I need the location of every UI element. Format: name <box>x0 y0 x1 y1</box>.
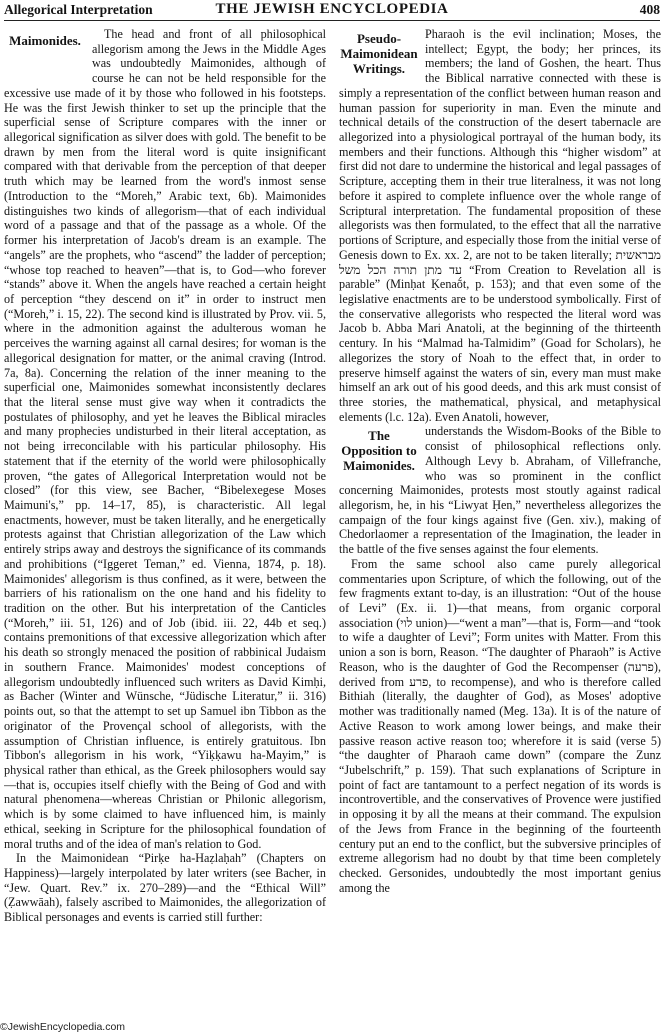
right-column <box>339 27 661 1017</box>
footer-copyright: ©JewishEncyclopedia.com <box>0 1021 126 1033</box>
page-number: 408 <box>639 2 660 17</box>
paragraph-pirke: In the Maimonidean “Pirḳe ha-Haẓlaḥah” (Chapters on Happiness)—largely interpolated by later writers (see Bacher, in “Jew. Quart. Rev.” ix. 270–289)—and the “Ethical Will” (Ẓawwāah), falsely ascribed to Maimonides, the allegorization of Biblical personages and events is carried still further: <box>4 851 326 925</box>
left-column <box>4 27 326 1017</box>
paragraph-pseudo-maimonidean: Pharaoh is the evil inclination; Moses, the intellect; Egypt, the body; her princes, its members; the land of Goshen, the heart. Thus the Biblical narrative connected with these is simply a representation of the conflict between human reason and human passion for superiority in man. Even the minute and technical details of the construction of the desert tabernacle are allegorized into a physiological portrayal of the human body, its members and their functions. Although this “higher wisdom” at first did not dare to undermine the historical and legal passages of Scripture, accepting them in their true literalness, it was not long before it aspired to complete influence over the whole range of Scriptural interpretation. The fundamental proposition of these allegorists was then formulated, to the effect that all the narrative portions of Scripture, and especially those from the initial verse of Genesis down to Ex. xx. 2, are not to be taken literally; מבראשית עד מתן תורה הכל משל “From Creation to Revelation all is parable” (Minḥat Ḳenaṍt, p. 153); and that even some of the legislative enactments are to be understood symbolically. First of the conservative allegorists who respected the literal word was Jacob b. Abba Mari Anatoli, at the beginning of the thirteenth century. In his “Malmad ha-Talmidim” (Goad for Scholars), he allegorizes the story of Noah to the effect that, in order to preserve himself against the waters of sin, every man must make himself an ark out of his good deeds, and this ark must consist of three stories, the mathematical, physical, and metaphysical elements (l.c. 12a). Even Anatoli, however, <box>339 27 661 424</box>
paragraph-maimonides: The head and front of all philosophical allegorism among the Jews in the Middle Ages was undoubtedly Maimonides, although of course he can not be held responsible for the excessive use made of it by those who followed in his footsteps. He was the first Jewish thinker to set up the principle that the superficial sense of Scripture compares with the inner or allegorical signification as silver does with gold. The benefit to be drawn by men from the literal word is quite insignificant compared with that derivable from the perception of that deeper truth which may be learned from the word's inmost sense (Introduction to the “Moreh,” Arabic text, 6b). Maimonides distinguishes two kinds of allegorism—that of each individual word of a passage and that of the passage as a whole. Of the former his interpretation of Jacob's dream is an example. The “angels” are the prophets, who “ascend” the ladder of perception; “whose top reached to heaven”—that is, to God—who forever “stands” above it. When the angels have reached a certain height of perception “they descend on it” in order to instruct men (“Moreh,” i. 15, 22). The second kind is illustrated by Prov. vii. 5, where in the admonition against the adulterous woman he perceives the warning against all carnal desires; for woman is the allegorical designation for matter, or the animal craving (Introd. 7a, 8a). Concerning the relation of the inner meaning to the superficial one, Maimonides somewhat inconsistently declares that the literal sense must give way when it contradicts the postulates of philosophy, and yet he leaves the Biblical miracles and many prophecies undisturbed in their literal acceptation, as not being irreconcilable with his particular philosophy. His statement that if the eternity of the world were philosophically proven, “the gates of Allegorical Interpretation would not be closed” (for this view, see Bacher, “Bibelexegese Moses Maimuni's,” pp. 14–17, 85), is characteristic. All legal enactments, however, must be taken literally, and he energetically protests against that Christian allegorization of the Law which entirely strips away and destroys the significance of its commands and prohibitions (“Iggeret Teman,” ed. Vienna, 1874, p. 18). Maimonides' allegorism is thus confined, as it were, between the barriers of his rationalism on the one hand and his fidelity to tradition on the other. But his interpretation of the Canticles (“Moreh,” iii. 51, 126) and of Job (ibid. iii. 22, 44b et seq.) contains premonitions of that excessive allegorization which after his death so strongly menaced the position of rabbinical Judaism in southern France. Maimonides' modest conceptions of allegorism undoubtedly influenced such writers as David Kimḥi, as Bacher (Winter and Wünsche, “Jüdische Literatur,” ii. 316) points out, so that the attempt to set up Samuel ibn Tibbon as the originator of the Provençal school of allegorists, with the assumption of Christian influence, is entirely gratuitous. Ibn Tibbon's allegorism in his work, “Yiḳḳawu ha-Mayim,” is physical rather than ethical, as the Greek philosophers would say—that is, occupies itself chiefly with the Being of God and with natural phenomena—whereas Christian or Philonic allegorism, which is by some claimed to have influenced him, is mainly ethical, seeking in Scripture for the philosophical foundation of moral truths and of the idea of man's relation to God. <box>4 27 326 851</box>
page-header <box>4 0 660 21</box>
sidenote-pseudo-maimonidean: Pseudo-Maimonidean Writings. <box>340 31 418 76</box>
paragraph-opposition: understands the Wisdom-Books of the Bible to consist of philosophical reflections only. Although Levy b. Abraham, of Villefranche, who was so prominent in the conflict concerning Maimonides, protests most stoutly against radical allegorism, he, in his “Liwyat Ḥen,” nevertheless allegorizes the campaign of the four kings against five (Gen. xiv.), making of Chedorlaomer a representation of the Imagination, the leader in the battle of the five senses against the four elements. <box>339 424 661 557</box>
encyclopedia-title: THE JEWISH ENCYCLOPEDIA <box>215 1 449 17</box>
sidenote-maimonides: Maimonides. <box>9 33 81 48</box>
paragraph-allegorical-commentaries: From the same school also came purely allegorical commentaries upon Scripture, of which the following, out of the few fragments extant to-day, is an illustration: “Out of the house of Levi” (Ex. ii. 1)—that means, from organic corporal association (לוי union)—“went a man”—that is, Form—and “took to wife a daughter of Levi”; Form unites with Matter. From this union a son is born, Reason. “The daughter of Pharaoh” is Active Reason, who is the daughter of God the Recompenser (פרעה), derived from פרע, to recompense), and who is therefore called Bithiah (literally, the daughter of God), as Moses' adoptive mother was traditionally named (Meg. 13a). It is of the nature of Active Reason to work among lower beings, and make their passive reason active reason too; wherefore it is said (verse 5) “the daughter of Pharaoh came down” (compare the Zunz “Jubelschrift,” p. 159). That such explanations of Scripture in point of fact are tantamount to a perfect negation of its words is incontrovertible, and the conservatives of Provence were justified in opposing it by all the means at their command. The expulsion of the Jews from France in the beginning of the fourteenth century put an end to the conflict, but the subversive principles of extreme allegorism had no doubt by that time been completely checked. Gersonides, undoubtedly the most important genius among the <box>339 556 661 895</box>
sidenote-opposition: The Opposition to Maimonides. <box>341 428 417 474</box>
article-title: Allegorical Interpretation <box>4 2 153 17</box>
